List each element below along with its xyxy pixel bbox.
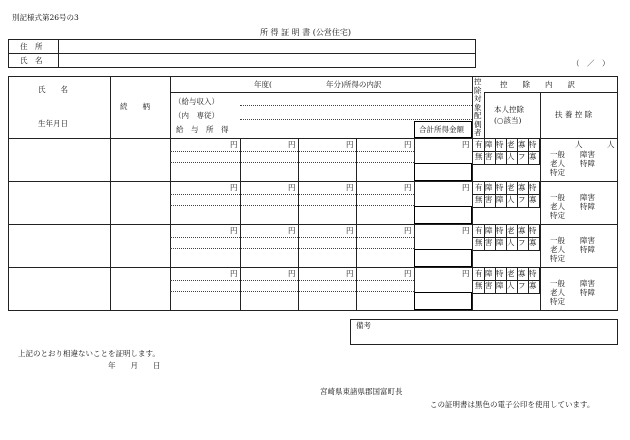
remarks-box[interactable] [350, 319, 618, 345]
flag-top[interactable]: 特 [496, 269, 504, 278]
year-suffix: 年分)所得の内訳 [326, 80, 382, 89]
flag-bottom[interactable]: フ [518, 238, 526, 247]
fiscal-year-field[interactable] [276, 79, 322, 90]
total-income-field[interactable] [414, 163, 472, 181]
self-deduction-header: 本人控除 [494, 105, 524, 114]
flag-top[interactable]: 特 [496, 183, 504, 192]
flag-top[interactable]: 老 [507, 269, 515, 278]
flag-top[interactable]: 特 [529, 183, 537, 192]
flag-bottom[interactable]: 害 [485, 195, 493, 204]
flag-bottom[interactable]: 寡 [529, 238, 537, 247]
dependent-general: 一般 [550, 279, 565, 288]
salary-income-label: （給与収入） [174, 97, 219, 106]
flag-bottom[interactable]: 障 [496, 281, 504, 290]
flag-top[interactable]: 障 [485, 183, 493, 192]
relation-col-header: 続 柄 [120, 102, 150, 111]
yen-unit: 円 [346, 269, 354, 278]
yen-unit: 円 [230, 183, 238, 192]
flag-top[interactable]: 寡 [518, 140, 526, 149]
deduction-title: 控 除 内 訳 [500, 80, 575, 89]
yen-unit: 円 [230, 269, 238, 278]
flag-bottom[interactable]: 寡 [529, 195, 537, 204]
flag-top[interactable]: 特 [496, 140, 504, 149]
yen-unit: 円 [230, 226, 238, 235]
flag-bottom[interactable]: フ [518, 195, 526, 204]
income-amount-field[interactable] [417, 150, 469, 159]
flag-top[interactable]: 有 [475, 183, 483, 192]
flag-top[interactable]: 障 [485, 140, 493, 149]
dependent-elderly: 老人 [550, 245, 565, 254]
flag-top[interactable]: 老 [507, 183, 515, 192]
yen-unit: 円 [230, 140, 238, 149]
breakdown-label: （内 専従） [174, 111, 219, 120]
flag-bottom[interactable]: 無 [475, 195, 483, 204]
dependent-special-disabled: 特障 [580, 202, 595, 211]
flag-top[interactable]: 寡 [518, 226, 526, 235]
flag-top[interactable]: 障 [485, 269, 493, 278]
dependent-special-disabled: 特障 [580, 159, 595, 168]
flag-bottom[interactable]: 寡 [529, 281, 537, 290]
yen-unit: 円 [346, 226, 354, 235]
total-income-field[interactable] [414, 292, 472, 310]
persons-unit: 人 [575, 140, 583, 149]
dependent-specified: 特定 [550, 254, 565, 263]
dependent-elderly: 老人 [550, 202, 565, 211]
flag-bottom[interactable]: 人 [507, 238, 515, 247]
flag-bottom[interactable]: 寡 [529, 152, 537, 161]
yen-unit: 円 [288, 269, 296, 278]
name-col-header: 氏 名 [38, 85, 68, 94]
flag-top[interactable]: 有 [475, 269, 483, 278]
yen-unit: 円 [288, 226, 296, 235]
salary-label: 給 与 所 得 [176, 125, 229, 134]
total-income-field[interactable] [414, 206, 472, 224]
flag-bottom[interactable]: 害 [485, 281, 493, 290]
row-separator [8, 224, 618, 225]
relation-field[interactable] [113, 183, 168, 222]
yen-unit: 円 [404, 226, 412, 235]
issuer-name: 宮崎県東諸県郡国富町長 [320, 387, 403, 396]
dependent-disabled: 障害 [580, 193, 595, 202]
relation-field[interactable] [113, 226, 168, 265]
flag-top[interactable]: 老 [507, 226, 515, 235]
flag-bottom[interactable]: 人 [507, 152, 515, 161]
person-name-field[interactable] [12, 183, 107, 222]
income-amount-field[interactable] [417, 279, 469, 288]
relation-field[interactable] [113, 140, 168, 179]
dependent-general: 一般 [550, 193, 565, 202]
year-prefix: 年度( [254, 80, 272, 89]
certification-date: 年 月 日 [108, 361, 161, 370]
dependent-general: 一般 [550, 150, 565, 159]
flag-top[interactable]: 特 [529, 226, 537, 235]
yen-unit: 円 [346, 183, 354, 192]
dependent-deduction-header: 扶 養 控 除 [555, 110, 593, 119]
dependent-special-disabled: 特障 [580, 288, 595, 297]
address-label: 住 所 [20, 42, 43, 51]
dependent-disabled: 障害 [580, 150, 595, 159]
total-income-label: 合計所得金額 [419, 125, 464, 134]
flag-bottom[interactable]: 無 [475, 152, 483, 161]
yen-unit: 円 [404, 140, 412, 149]
document-title: 所 得 証 明 書 (公営住宅) [260, 28, 351, 37]
flag-top[interactable]: 老 [507, 140, 515, 149]
yen-unit: 円 [288, 140, 296, 149]
flag-bottom[interactable]: 障 [496, 195, 504, 204]
dependent-elderly: 老人 [550, 159, 565, 168]
birth-col-header: 生年月日 [38, 119, 68, 128]
name-label: 氏 名 [20, 56, 43, 65]
spouse-deduction-header: 控 除 対 象 配 偶 者 [474, 77, 482, 137]
page-indicator: （ ／ ） [572, 59, 610, 68]
flag-top[interactable]: 特 [496, 226, 504, 235]
income-amount-field[interactable] [417, 236, 469, 245]
person-name-field[interactable] [12, 269, 107, 308]
yen-unit: 円 [404, 269, 412, 278]
flag-bottom[interactable]: フ [518, 281, 526, 290]
flag-bottom[interactable]: 害 [485, 238, 493, 247]
flag-top[interactable]: 有 [475, 226, 483, 235]
persons-unit: 人 [607, 140, 615, 149]
certification-text: 上記のとおり相違ないことを証明します。 [18, 349, 160, 358]
flag-top[interactable]: 寡 [518, 183, 526, 192]
flag-bottom[interactable]: 人 [507, 281, 515, 290]
income-amount-field[interactable] [417, 193, 469, 202]
flag-top[interactable]: 特 [529, 269, 537, 278]
person-name-field[interactable] [12, 140, 107, 179]
yen-unit: 円 [346, 140, 354, 149]
row-separator [8, 267, 618, 268]
dependent-specified: 特定 [550, 211, 565, 220]
flag-top[interactable]: 寡 [518, 269, 526, 278]
dependent-specified: 特定 [550, 168, 565, 177]
yen-unit: 円 [462, 140, 470, 149]
total-income-field[interactable] [414, 249, 472, 267]
dependent-disabled: 障害 [580, 236, 595, 245]
row-separator [8, 181, 618, 182]
flag-bottom[interactable]: 害 [485, 152, 493, 161]
person-name-field[interactable] [12, 226, 107, 265]
yen-unit: 円 [288, 183, 296, 192]
relation-field[interactable] [113, 269, 168, 308]
seal-note: この証明書は黒色の電子公印を使用しています。 [430, 400, 595, 409]
yen-unit: 円 [462, 183, 470, 192]
dependent-disabled: 障害 [580, 279, 595, 288]
flag-top[interactable]: 特 [529, 140, 537, 149]
flag-bottom[interactable]: 無 [475, 281, 483, 290]
dependent-specified: 特定 [550, 297, 565, 306]
address-field[interactable] [62, 40, 472, 52]
remarks-label: 備考 [356, 321, 371, 330]
form-number: 別記様式第26号の3 [12, 13, 79, 22]
flag-top[interactable]: 有 [475, 140, 483, 149]
flag-bottom[interactable]: 無 [475, 238, 483, 247]
self-deduction-sub: (○該当) [494, 116, 522, 125]
flag-top[interactable]: 障 [485, 226, 493, 235]
name-field[interactable] [62, 54, 472, 66]
yen-unit: 円 [462, 269, 470, 278]
flag-bottom[interactable]: フ [518, 152, 526, 161]
dependent-special-disabled: 特障 [580, 245, 595, 254]
dependent-general: 一般 [550, 236, 565, 245]
flag-bottom[interactable]: 障 [496, 238, 504, 247]
flag-bottom[interactable]: 人 [507, 195, 515, 204]
flag-bottom[interactable]: 障 [496, 152, 504, 161]
dependent-elderly: 老人 [550, 288, 565, 297]
yen-unit: 円 [404, 183, 412, 192]
yen-unit: 円 [462, 226, 470, 235]
